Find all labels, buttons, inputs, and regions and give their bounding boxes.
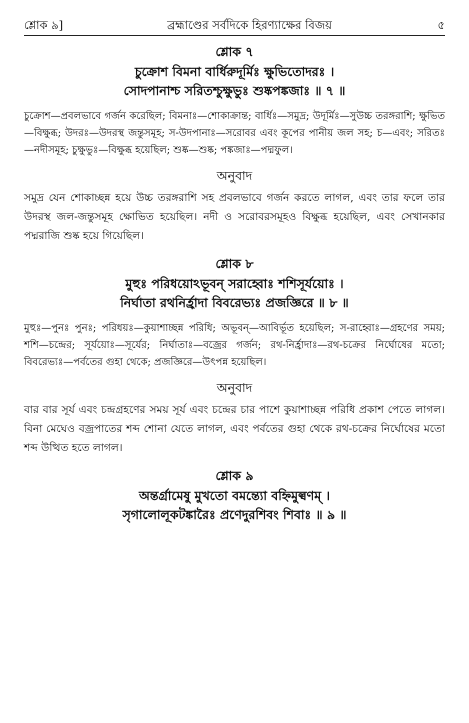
verse-7-heading: শ্লোক ৭ — [215, 44, 254, 59]
verse-9-heading: শ্লোক ৯ — [215, 468, 254, 483]
verse-7-translation-title: অনুবাদ — [216, 168, 253, 183]
verse-7-synonyms: চুক্রোশ—প্রবলভাবে গর্জন করেছিল; বিমনাঃ—শোকাক্রান্ত; বার্ধিঃ—সমুদ্র; উদূর্মিঃ—সুউচ্চ তরঙ্গরাশি; ক্ষুভিত—বিক্ষুব্ধ; উদরঃ—উদরস্থ জন্তুসমূহ; স-উদপানাঃ—সরোবর এবং কূপের পানীয় জল সহ; চ—এবং; সরিতঃ—নদীসমূহ; চুক্ষুভুঃ—বিক্ষুব্ধ হয়েছিল; শুষ্ক—শুষ্ক; পঙ্কজাঃ—পদ্মফুল। — [24, 111, 445, 156]
verse-7-line-1: চুক্রোশ বিমনা বার্ধিরুদূর্মিঃ ক্ষুভিতোদরঃ । — [134, 64, 335, 79]
verse-8-text — [24, 274, 445, 312]
verse-9-line-1: অন্তর্গ্রামেষু মুখতো বমন্ত্যো বহ্নিমুল্বণম্ । — [139, 488, 330, 503]
verse-8-translation-title: অনুবাদ — [216, 380, 253, 395]
verse-9-line-2: সৃগালোলূকটঙ্কারৈঃ প্রণেদুরশিবং শিবাঃ ॥ ৯ ॥ — [122, 507, 347, 522]
verse-7-line-2: সোদপানাশ্চ সরিতশ্চুক্ষুভুঃ শুষ্কপঙ্কজাঃ ॥ ৭ ॥ — [123, 83, 346, 98]
verse-7-text — [24, 62, 445, 100]
header-page-number: ৫ — [437, 18, 445, 32]
verse-8-line-1: মুহুঃ পরিধয়োঽভূবন্ সরাহ্বোঃ শশিসূর্যয়োঃ । — [125, 276, 344, 291]
verse-9-text — [24, 486, 445, 524]
verse-7-translation: সমুদ্র যেন শোকাচ্ছন্ন হয়ে উচ্চ তরঙ্গরাশি সহ প্রবলভাবে গর্জন করতে লাগল, এবং তার ফলে তার উদরস্থ জল-জন্তুসমূহ ক্ষোভিত হয়েছিল। নদী ও সরোবরসমূহও বিক্ষুব্ধ হয়েছিল, এবং সেখানকার পদ্মরাজি শুষ্ক হয়ে গিয়েছিল। — [24, 192, 445, 242]
running-header — [24, 18, 445, 36]
header-verse-reference: শ্লোক ৯] — [24, 18, 64, 32]
verse-8-synonyms: মুহুঃ—পুনঃ পুনঃ; পরিধয়ঃ—কুয়াশাচ্ছন্ন পরিধি; অভূবন্—আবির্ভূত হয়েছিল; স-রাহ্বোঃ—গ্রহণের সময়; শশি—চন্দ্রের; সূর্যয়োঃ—সূর্যের; নির্ঘাতাঃ—বজ্রের গর্জন; রথ-নির্হ্রাদাঃ—রথ-চক্রের নির্ঘোষের মতো; বিবরেভ্যঃ—পর্বতের গুহা থেকে; প্রজজ্ঞিরে—উৎপন্ন হয়েছিল। — [24, 323, 445, 368]
verse-8-translation: বার বার সূর্য এবং চন্দ্রগ্রহণের সময় সূর্য এবং চন্দ্রের চার পাশে কুয়াশাচ্ছন্ন পরিধি প্রকাশ পেতে লাগল। বিনা মেঘেও বজ্রপাতের শব্দ শোনা যেতে লাগল, এবং পর্বতের গুহা থেকে রথ-চক্রের নির্ঘোষের মতো শব্দ উত্থিত হতে লাগল। — [24, 404, 445, 454]
verse-8-line-2: নির্ঘাতা রথনির্হ্রাদা বিবরেভ্যঃ প্রজজ্ঞিরে ॥ ৮ ॥ — [120, 295, 349, 310]
verse-8-heading: শ্লোক ৮ — [215, 256, 254, 271]
header-chapter-title: ব্রহ্মাণ্ডের সর্বদিকে হিরণ্যাক্ষের বিজয় — [167, 18, 332, 32]
